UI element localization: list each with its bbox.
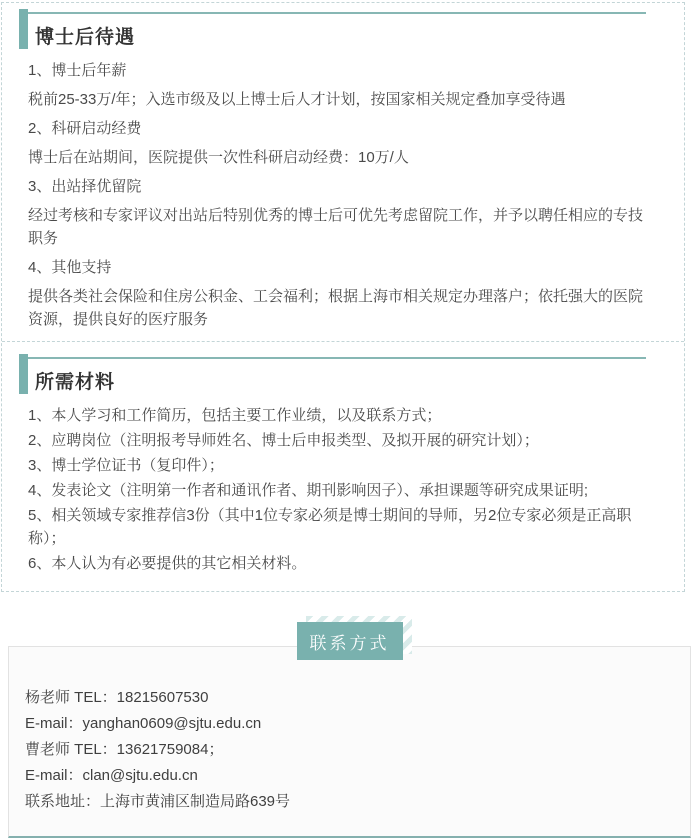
benefits-section-title: 博士后待遇 [35,27,136,48]
benefit-line: 博士后在站期间，医院提供一次性科研启动经费：10万/人 [28,149,409,166]
section-accent-bar-icon [19,9,28,49]
contact-phone-cao: 曹老师 TEL：13621759084； [25,741,224,758]
benefit-line: 税前25-33万/年；入选市级及以上博士后人才计划，按国家相关规定叠加享受待遇 [28,91,566,108]
material-item: 5、相关领域专家推荐信3份（其中1位专家必须是博士期间的导师，另2位专家必须是正高职称）； [28,507,632,547]
contact-info-box [8,646,691,838]
materials-section-title: 所需材料 [35,372,116,393]
contact-email-cao: E-mail：clan@sjtu.edu.cn [25,767,198,784]
contact-badge-wrap [297,622,403,660]
main-content-frame [1,2,685,592]
benefits-section-header [19,9,656,49]
materials-section-header [19,354,656,394]
benefit-line: 提供各类社会保险和住房公积金、工会福利；根据上海市相关规定办理落户；依托强大的医院资源，提供良好的医疗服务 [28,288,644,328]
section-accent-line-icon [28,357,646,359]
section-accent-bar-icon [19,354,28,394]
benefit-line: 3、出站择优留院 [28,178,142,195]
contact-phone-yang: 杨老师 TEL：18215607530 [25,689,209,706]
material-item: 2、应聘岗位（注明报考导师姓名、博士后申报类型、及拟开展的研究计划）； [28,432,539,449]
contact-section-badge: 联系方式 [297,622,403,660]
benefit-line: 4、其他支持 [28,259,112,276]
material-item: 4、发表论文（注明第一作者和通讯作者、期刊影响因子）、承担课题等研究成果证明; [28,482,589,499]
materials-list [28,404,656,575]
material-item: 1、本人学习和工作简历，包括主要工作业绩，以及联系方式； [28,407,442,424]
section-divider [2,341,684,342]
benefits-body [28,59,656,331]
benefit-line: 经过考核和专家评议对出站后特别优秀的博士后可优先考虑留院工作，并予以聘任相应的专技职务 [28,207,644,247]
benefit-line: 1、博士后年薪 [28,62,127,79]
material-item: 6、本人认为有必要提供的其它相关材料。 [28,555,307,572]
benefit-line: 2、科研启动经费 [28,120,142,137]
material-item: 3、博士学位证书（复印件）； [28,457,224,474]
section-accent-line-icon [28,12,646,14]
contact-email-yang: E-mail：yanghan0609@sjtu.edu.cn [25,715,262,732]
contact-address: 联系地址：上海市黄浦区制造局路639号 [25,793,291,810]
